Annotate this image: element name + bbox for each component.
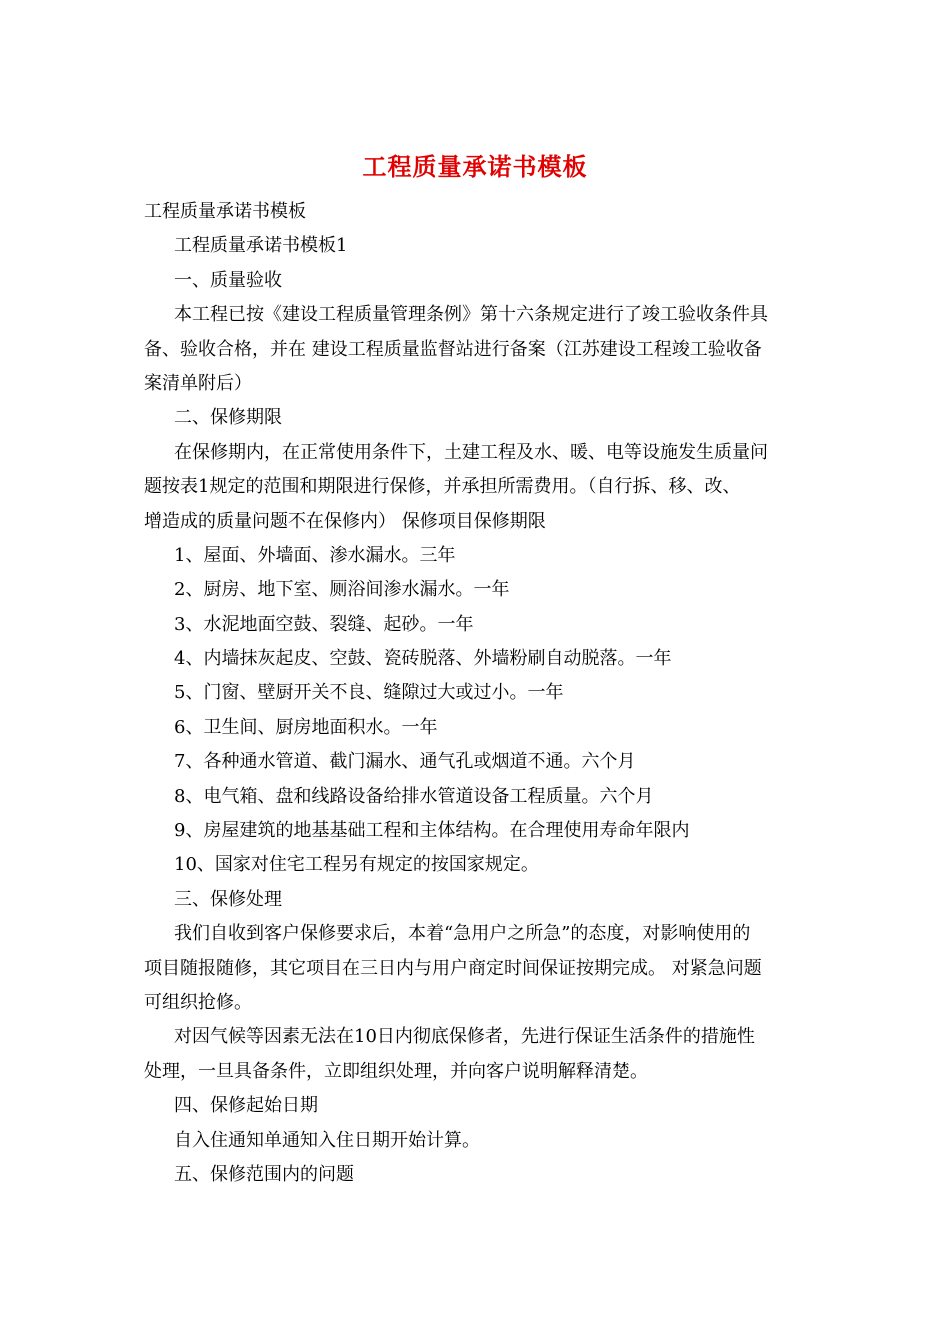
text-line: 我们自收到客户保修要求后，本着“急用户之所急”的态度，对影响使用的 bbox=[174, 923, 751, 945]
text-line: 1、屋面、外墙面、渗水漏水。三年 bbox=[174, 544, 456, 566]
text-line: 处理，一旦具备条件，立即组织处理，并向客户说明解释清楚。 bbox=[144, 1060, 648, 1082]
text-line: 项目随报随修，其它项目在三日内与用户商定时间保证按期完成。 对紧急问题 bbox=[144, 957, 762, 979]
text-line: 3、水泥地面空鼓、裂缝、起砂。一年 bbox=[174, 613, 474, 635]
text-line: 四、保修起始日期 bbox=[174, 1095, 318, 1117]
text-line: 在保修期内，在正常使用条件下，土建工程及水、暖、电等设施发生质量问 bbox=[174, 441, 768, 463]
text-line: 4、内墙抹灰起皮、空鼓、瓷砖脱落、外墙粉刷自动脱落。一年 bbox=[174, 648, 672, 670]
text-line: 9、房屋建筑的地基基础工程和主体结构。在合理使用寿命年限内 bbox=[174, 820, 690, 842]
text-line: 一、质量验收 bbox=[174, 269, 282, 291]
text-line: 8、电气箱、盘和线路设备给排水管道设备工程质量。六个月 bbox=[174, 785, 654, 807]
document-body bbox=[144, 195, 806, 1192]
text-line: 自入住通知单通知入住日期开始计算。 bbox=[174, 1129, 480, 1151]
text-line: 2、厨房、地下室、厕浴间渗水漏水。一年 bbox=[174, 579, 510, 601]
text-line: 三、保修处理 bbox=[174, 888, 282, 910]
text-line: 增造成的质量问题不在保修内） 保修项目保修期限 bbox=[144, 510, 546, 532]
text-line: 5、门窗、壁厨开关不良、缝隙过大或过小。一年 bbox=[174, 682, 564, 704]
text-line: 二、保修期限 bbox=[174, 407, 282, 429]
document-title: 工程质量承诺书模板 bbox=[362, 152, 588, 181]
text-line: 6、卫生间、厨房地面积水。一年 bbox=[174, 716, 438, 738]
text-line: 备、验收合格，并在 建设工程质量监督站进行备案（江苏建设工程竣工验收备 bbox=[144, 338, 762, 360]
text-line: 7、各种通水管道、截门漏水、通气孔或烟道不通。六个月 bbox=[174, 751, 636, 773]
text-line: 对因气候等因素无法在10日内彻底保修者，先进行保证生活条件的措施性 bbox=[174, 1026, 755, 1048]
text-line: 可组织抢修。 bbox=[144, 991, 252, 1013]
text-line: 工程质量承诺书模板 bbox=[144, 201, 306, 222]
text-line: 案清单附后） bbox=[144, 372, 252, 394]
text-line: 五、保修范围内的问题 bbox=[174, 1163, 354, 1185]
text-line: 10、国家对住宅工程另有规定的按国家规定。 bbox=[174, 854, 539, 876]
text-line: 工程质量承诺书模板1 bbox=[174, 235, 348, 257]
text-line: 本工程已按《建设工程质量管理条例》第十六条规定进行了竣工验收条件具 bbox=[174, 304, 768, 326]
text-line: 题按表1规定的范围和期限进行保修，并承担所需费用。（自行拆、移、改、 bbox=[144, 476, 741, 498]
